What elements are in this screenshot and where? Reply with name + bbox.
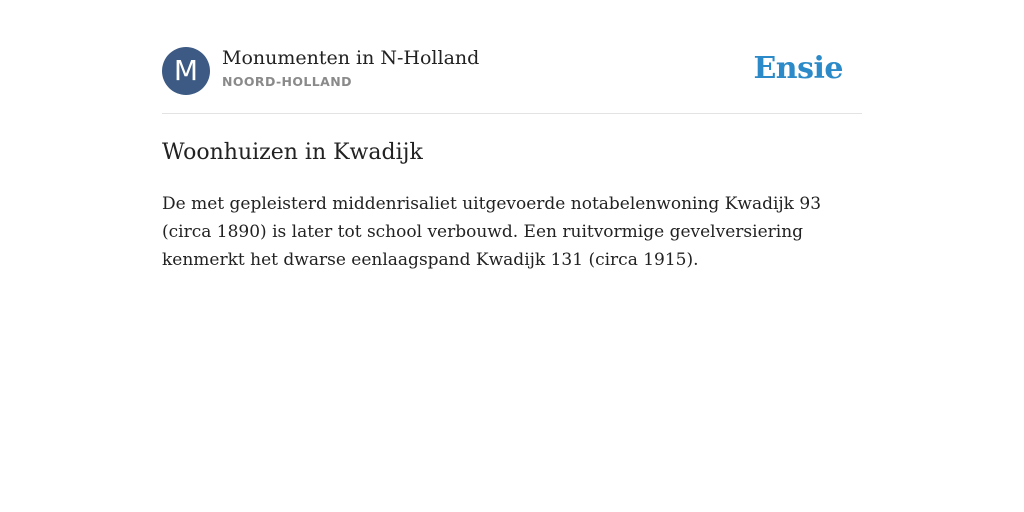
source-name[interactable]: Monumenten in N-Holland: [222, 47, 480, 69]
divider: [162, 113, 862, 114]
article-title: Woonhuizen in Kwadijk: [162, 140, 423, 165]
source-region: NOORD-HOLLAND: [222, 74, 352, 89]
brand-logo[interactable]: Ensie: [753, 51, 843, 86]
source-header: [162, 46, 862, 96]
avatar[interactable]: M: [162, 47, 210, 95]
article-body: De met gepleisterd middenrisaliet uitgevoerde notabelenwoning Kwadijk 93 (circa 1890) is later tot school verbouwd. Een ruitvormige gevelversiering kenmerkt het dwarse eenlaagspand Kwadijk 131 (circa 1915).: [162, 194, 822, 270]
